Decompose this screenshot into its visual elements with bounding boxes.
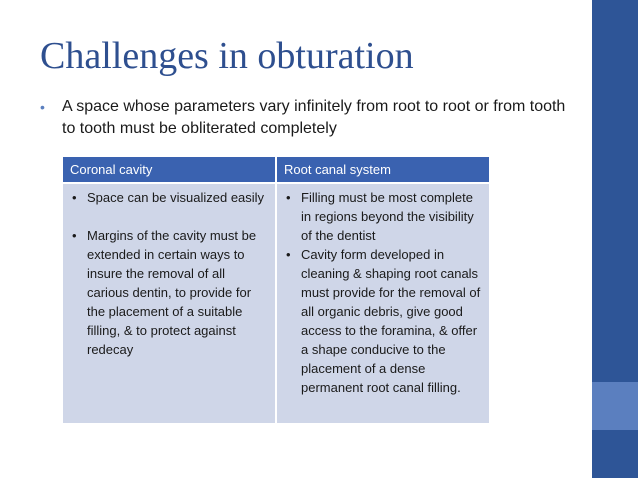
header-root-canal-system: Root canal system: [276, 157, 489, 183]
list-item: [67, 188, 269, 207]
coronal-list: [67, 188, 269, 359]
list-item: [281, 188, 483, 245]
root-canal-cell: [276, 183, 489, 423]
table-row: [63, 183, 489, 423]
list-spacer: [67, 207, 269, 226]
list-item-text: Filling must be most complete in regions beyond the visibility of the dentist: [301, 190, 474, 243]
list-item-text: Cavity form developed in cleaning & shaping root canals must provide for the removal of all organic debris, give good access to the foramina, & offer a shape conducive to the placement of a dense permanent root canal filling.: [301, 247, 481, 395]
bullet-dot-icon: •: [72, 228, 77, 243]
bullet-dot-icon: •: [72, 190, 77, 205]
list-item: [281, 245, 483, 397]
bullet-dot-icon: •: [286, 247, 291, 262]
list-item-text: Space can be visualized easily: [87, 190, 265, 205]
intro-bullet-text: A space whose parameters vary infinitely from root to root or from tooth to tooth must be obliterated completely: [62, 98, 566, 137]
slide-title: Challenges in obturation: [40, 35, 414, 77]
bullet-dot-icon: •: [40, 99, 45, 115]
list-item: [67, 226, 269, 359]
root-canal-list: [281, 188, 483, 397]
table-header-row: [63, 157, 489, 183]
intro-bullet: [40, 96, 580, 140]
sidebar-accent-block: [592, 382, 638, 430]
header-coronal-cavity: Coronal cavity: [63, 157, 276, 183]
bullet-dot-icon: •: [286, 190, 291, 205]
coronal-cavity-cell: [63, 183, 276, 423]
list-item-text: Margins of the cavity must be extended in certain ways to insure the removal of all carious dentin, to provide for the placement of a suitable filling, & to protect against redecay: [87, 228, 257, 357]
comparison-table: [63, 157, 489, 423]
